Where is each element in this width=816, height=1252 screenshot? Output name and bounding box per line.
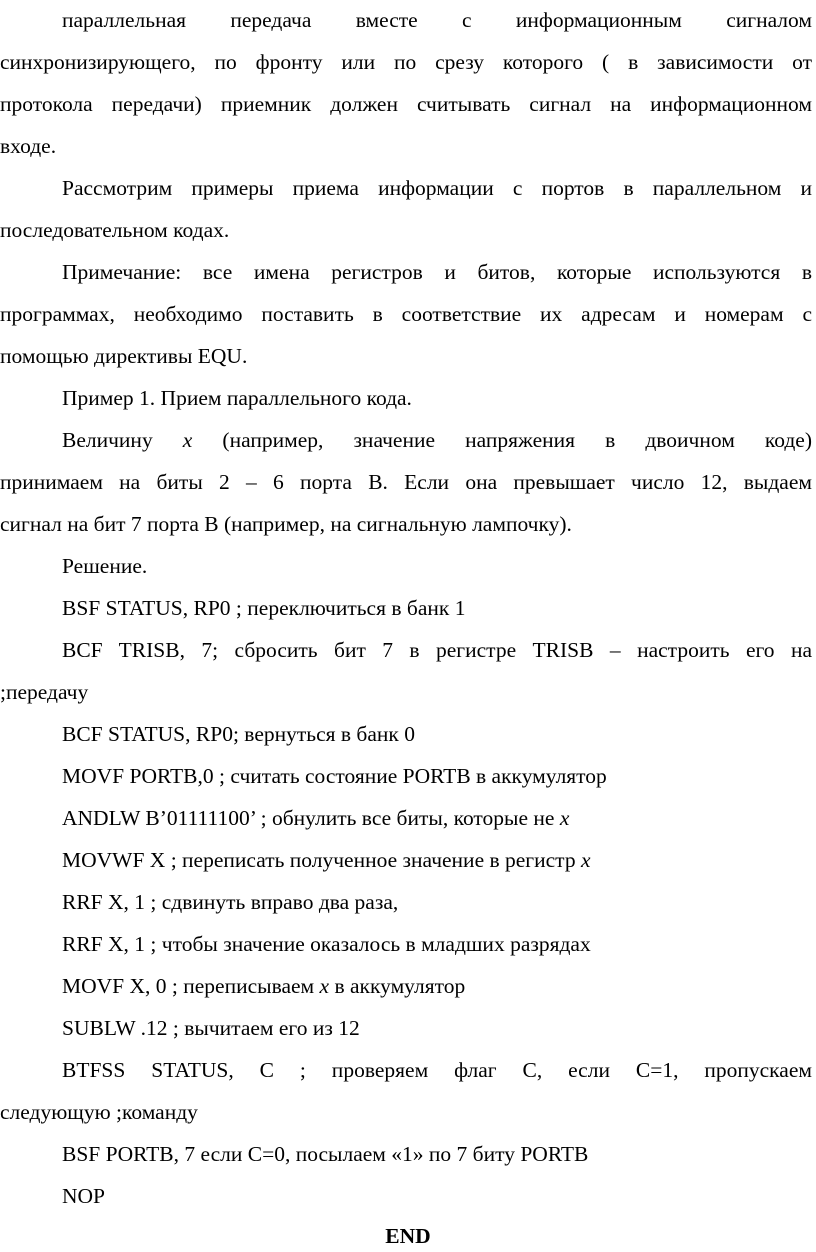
code-line: BCF TRISB, 7; сбросить бит 7 в регистре TRISB – настроить его на — [62, 638, 812, 662]
code-line: BTFSS STATUS, C ; проверяем флаг C, если C=1, пропускаем — [62, 1058, 812, 1082]
code-line — [62, 846, 591, 874]
code-text: ANDLW B’01111100’ ; обнулить все биты, которые не — [62, 806, 560, 830]
code-line: SUBLW .12 ; вычитаем его из 12 — [62, 1016, 360, 1040]
solution-heading: Решение. — [62, 554, 148, 578]
code-line: BCF STATUS, RP0; вернуться в банк 0 — [62, 722, 415, 746]
p5-line-3: сигнал на бит 7 порта B (например, на сигнальную лампочку). — [0, 512, 572, 536]
p5-text-after: (например, значение напряжения в двоичном коде) — [192, 428, 813, 452]
code-line: RRF X, 1 ; сдвинуть вправо два раза, — [62, 890, 399, 914]
variable-x: x — [182, 428, 193, 452]
code-text: MOVWF X ; переписать полученное значение в регистр — [62, 848, 581, 872]
p3-line-3: помощью директивы EQU. — [0, 344, 248, 368]
code-line: MOVF PORTB,0 ; считать состояние PORTB в аккумулятор — [62, 764, 607, 788]
p1-line-3: протокола передачи) приемник должен считывать сигнал на информационном — [0, 92, 812, 116]
p5-line-2: принимаем на биты 2 – 6 порта B. Если она превышает число 12, выдаем — [0, 470, 812, 494]
p1-line-2: синхронизирующего, по фронту или по срезу которого ( в зависимости от — [0, 50, 812, 74]
code-text-after: в аккумулятор — [329, 974, 466, 998]
code-line: RRF X, 1 ; чтобы значение оказалось в младших разрядах — [62, 932, 591, 956]
code-line-continuation: следующую ;команду — [0, 1100, 198, 1124]
variable-x: x — [559, 806, 570, 830]
end-label: END — [385, 1224, 431, 1248]
p5-line-1 — [62, 426, 812, 454]
variable-x: x — [580, 848, 591, 872]
example-heading: Пример 1. Прием параллельного кода. — [62, 386, 412, 410]
code-line — [62, 804, 569, 832]
variable-x: x — [319, 974, 330, 998]
p3-line-1: Примечание: все имена регистров и битов, которые используются в — [62, 260, 812, 284]
code-line-continuation: ;передачу — [0, 680, 89, 704]
p3-line-2: программах, необходимо поставить в соответствие их адресам и номерам с — [0, 302, 812, 326]
p5-text-before: Величину — [62, 428, 183, 452]
p1-line-4: входе. — [0, 134, 57, 158]
code-line: BSF PORTB, 7 если C=0, посылаем «1» по 7 биту PORTB — [62, 1142, 589, 1166]
p2-line-2: последовательном кодах. — [0, 218, 230, 242]
code-line: BSF STATUS, RP0 ; переключиться в банк 1 — [62, 596, 466, 620]
code-line: NOP — [62, 1184, 106, 1208]
p1-line-1: параллельная передача вместе с информационным сигналом — [62, 8, 812, 32]
code-line — [62, 972, 465, 1000]
p2-line-1: Рассмотрим примеры приема информации с портов в параллельном и — [62, 176, 812, 200]
code-text: MOVF X, 0 ; переписываем — [62, 974, 320, 998]
